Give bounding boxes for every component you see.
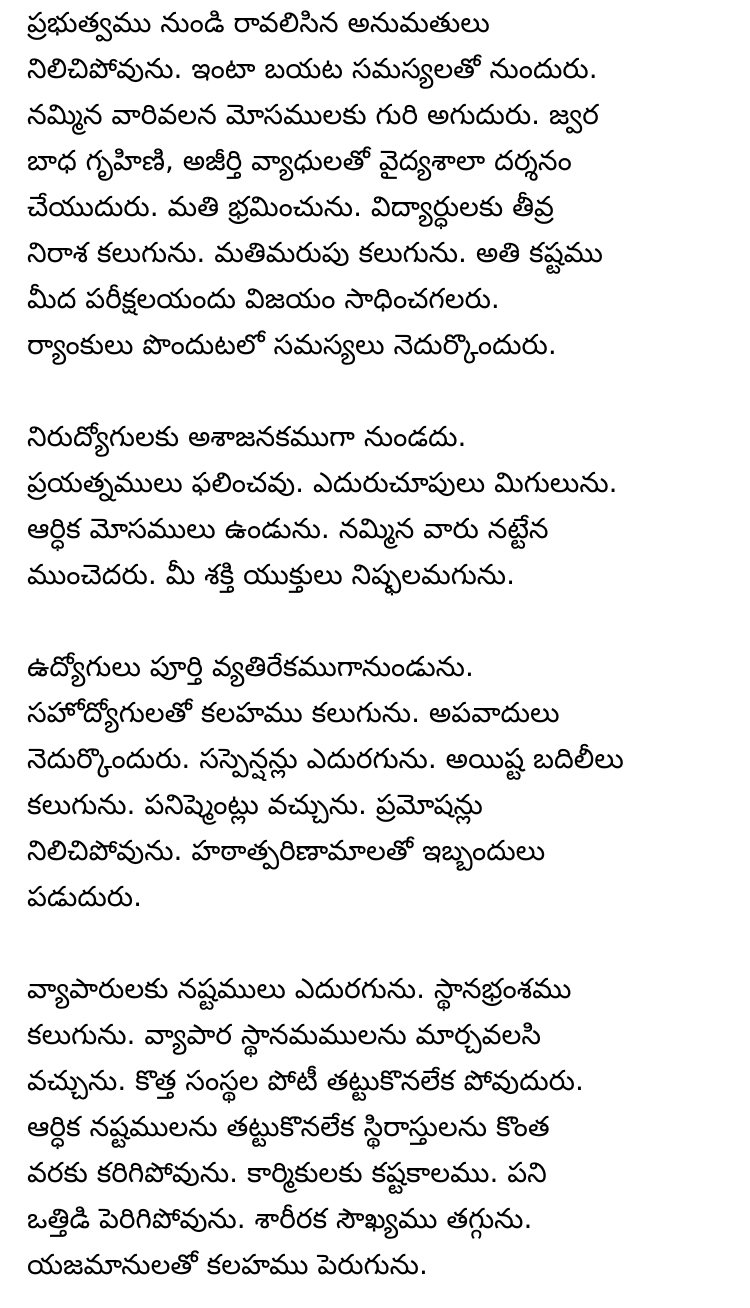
text-line: నిరుద్యోగులకు అశాజనకముగా నుండదు.	[27, 420, 467, 453]
text-line: నిరాశ కలుగును. మతిమరుపు కలుగును. అతి కష్టము	[27, 236, 603, 269]
text-line: వ్యాపారులకు నష్టములు ఎదురగును. స్థానభ్రంశము	[27, 972, 572, 1005]
paragraph-1	[27, 0, 742, 368]
text-line: వచ్చును. కొత్త సంస్థల పోటీ తట్టుకొనలేక పోవుదురు.	[27, 1064, 584, 1097]
text-line: నిలిచిపోవును. హఠాత్పరిణామాలతో ఇబ్బందులు	[27, 834, 546, 867]
text-line: కలుగును. వ్యాపార స్థానమములను మార్చవలసి	[27, 1018, 541, 1051]
text-line: సహోద్యోగులతో కలహము కలుగును. అపవాదులు	[27, 696, 560, 729]
paragraph-3	[27, 644, 742, 920]
text-line: ఆర్ధిక నష్టములను తట్టుకొనలేక స్థిరాస్తులను కొంత	[27, 1110, 550, 1143]
paragraph-gap	[27, 920, 742, 966]
text-line: ఉద్యోగులు పూర్తి వ్యతిరేకముగానుండును.	[27, 650, 474, 683]
paragraph-2	[27, 414, 742, 598]
text-line: ఆర్ధిక మోసములు ఉండును. నమ్మిన వారు నట్టేన	[27, 512, 549, 545]
text-line: ముంచెదరు. మీ శక్తి యుక్తులు నిష్ఫలమగును.	[27, 558, 516, 591]
text-line: యజమానులతో కలహము పెరుగును.	[27, 1248, 428, 1281]
text-line: కలుగును. పనిష్మెంట్లు వచ్చును. ప్రమోషన్లు	[27, 788, 483, 821]
text-line: ఒత్తిడి పెరిగిపోవును. శారీరక సౌఖ్యము తగ్గును.	[27, 1202, 533, 1235]
text-line: ప్రభుత్వము నుండి రావలిసిన అనుమతులు	[27, 6, 490, 39]
text-line: నమ్మిన వారివలన మోసములకు గురి అగుదురు. జ్వర	[27, 98, 599, 131]
paragraph-gap	[27, 598, 742, 644]
text-line: మీద పరీక్షలయందు విజయం సాధించగలరు.	[27, 282, 500, 315]
text-line: ప్రయత్నములు ఫలించవు. ఎదురుచూపులు మిగులును.	[27, 466, 618, 499]
paragraph-gap	[27, 368, 742, 414]
text-line: నెదుర్కొందురు. సస్పెన్షన్లు ఎదురగును. అయిష్ట బదిలీలు	[27, 742, 624, 775]
text-line: నిలిచిపోవును. ఇంటా బయట సమస్యలతో నుందురు.	[27, 52, 598, 85]
text-line: బాధ గృహిణి, అజీర్తి వ్యాధులతో వైద్యశాలా దర్శనం	[27, 144, 572, 177]
text-line: చేయుదురు. మతి భ్రమించును. విద్యార్ధులకు తీవ్ర	[27, 190, 554, 223]
document-body	[27, 0, 742, 1288]
text-line: ర్యాంకులు పొందుటలో సమస్యలు నెదుర్కొందురు.	[27, 328, 557, 361]
paragraph-4	[27, 966, 742, 1288]
text-line: పడుదురు.	[27, 880, 142, 913]
text-line: వరకు కరిగిపోవును. కార్మికులకు కష్టకాలము. పని	[27, 1156, 547, 1189]
